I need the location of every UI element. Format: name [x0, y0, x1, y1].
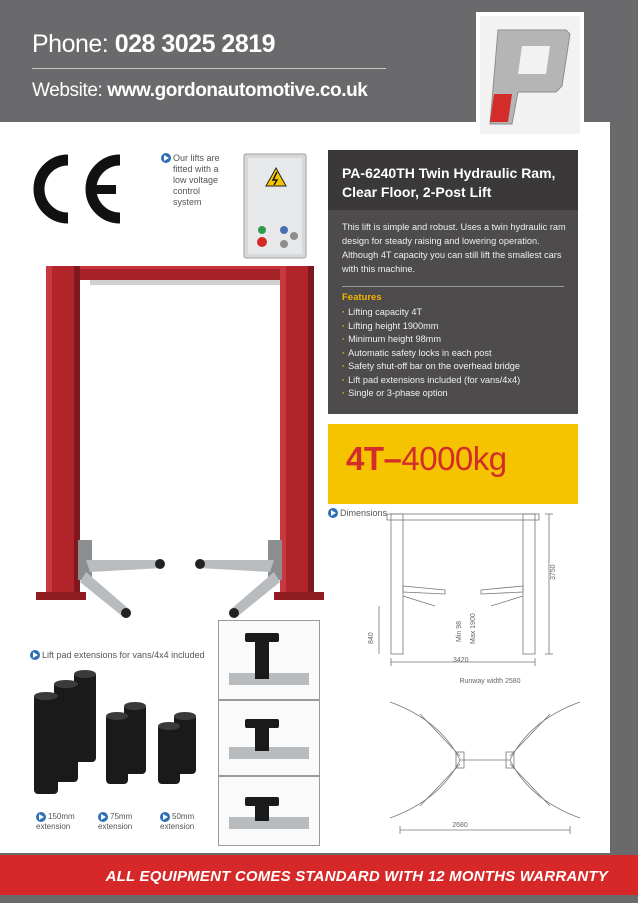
arrow-bullet-icon	[161, 153, 171, 163]
website-link[interactable]: www.gordonautomotive.co.uk	[107, 80, 368, 101]
lift-photo	[30, 260, 325, 630]
phone-line	[32, 30, 275, 59]
features-heading: Features	[342, 292, 382, 303]
lift-pad-extensions-image	[26, 664, 216, 814]
capacity-dash: –	[383, 440, 402, 477]
feature-item: · Single or 3-phase option	[342, 388, 448, 398]
ce-mark-icon	[30, 150, 126, 228]
capacity-panel	[328, 424, 578, 504]
product-title: PA-6240TH Twin Hydraulic Ram, Clear Floor, 2-Post Lift	[342, 165, 556, 200]
dim-max-height: Max 1900	[470, 613, 477, 644]
top-view-diagram	[370, 690, 600, 840]
arrow-bullet-icon	[30, 650, 40, 660]
dim-min-height: Min 98	[456, 620, 463, 642]
control-system-note	[161, 153, 231, 208]
phone-number[interactable]: 028 3025 2819	[114, 30, 276, 58]
header-divider	[32, 68, 386, 69]
base-width-label: 2680	[452, 822, 468, 829]
features-list	[342, 306, 572, 401]
feature-item: · Safety shut-off bar on the overhead bridge	[342, 361, 521, 371]
warranty-text: ALL EQUIPMENT COMES STANDARD WITH 12 MONTHS WARRANTY	[105, 868, 608, 885]
product-info-panel	[328, 150, 578, 414]
dimensions-diagram	[355, 510, 585, 670]
website-label: Website:	[32, 80, 103, 101]
phone-label: Phone:	[32, 30, 109, 58]
arrow-bullet-icon	[98, 812, 108, 822]
feature-item: · Automatic safety locks in each post	[342, 347, 492, 358]
control-note-text: Our lifts are fitted with a low voltage control system	[173, 153, 220, 207]
extension-label-50: 50mm extension	[160, 812, 195, 831]
arrow-bullet-icon	[328, 508, 338, 518]
pads-label	[30, 650, 205, 661]
arm-pad-image-3	[218, 776, 320, 846]
dimensions-label-text: Dimensions	[340, 508, 388, 518]
feature-item: · Minimum height 98mm	[342, 334, 441, 344]
info-divider	[342, 286, 564, 287]
capacity-tons: 4T	[346, 440, 384, 477]
dim-height: 3750	[550, 564, 557, 580]
arrow-bullet-icon	[36, 812, 46, 822]
arrow-bullet-icon	[160, 812, 170, 822]
arm-pad-image-2	[218, 700, 320, 776]
feature-item: · Lifting height 1900mm	[342, 320, 439, 331]
dim-arm-height: 840	[368, 632, 375, 644]
feature-item: · Lift pad extensions included (for vans/4x4)	[342, 374, 521, 385]
product-description: This lift is simple and robust. Uses a twin hydraulic ram design for steady raising and lowering operation. Although 4T capacity you can still lift the smallest cars with this machine.	[342, 222, 566, 274]
control-box-image	[240, 150, 312, 262]
pads-label-text: Lift pad extensions for vans/4x4 included	[42, 650, 205, 660]
right-side-bar	[610, 122, 638, 853]
dim-width: 3420	[453, 657, 469, 664]
logo-p-icon	[462, 8, 586, 146]
capacity-kg: 4000kg	[401, 440, 507, 477]
website-line	[32, 80, 367, 102]
feature-item: · Lifting capacity 4T	[342, 307, 423, 317]
capacity-text	[346, 440, 507, 478]
arm-pad-image-1	[218, 620, 320, 700]
runway-label: Runway width 2580	[459, 678, 521, 685]
extension-label-150: 150mm extension	[36, 812, 75, 831]
extension-label-75: 75mm extension	[98, 812, 133, 831]
